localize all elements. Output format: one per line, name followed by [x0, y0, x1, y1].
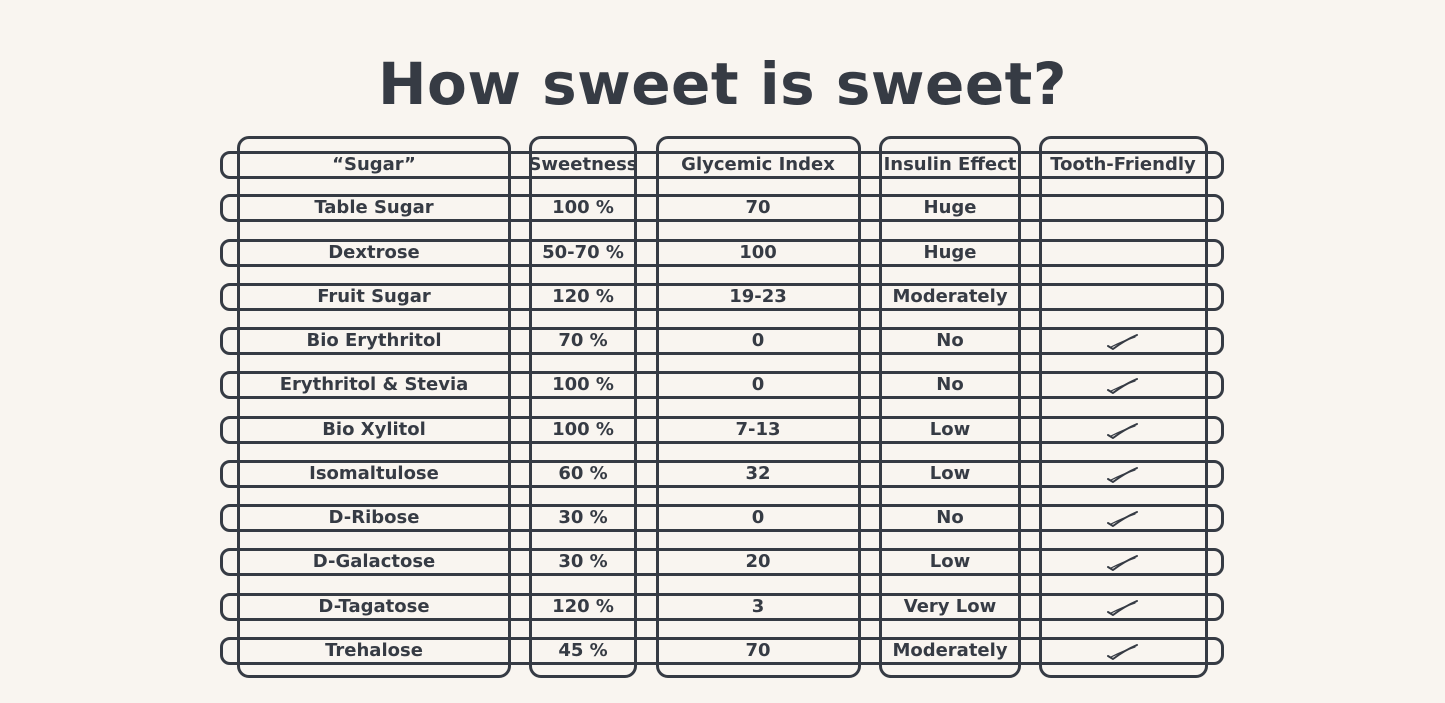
- cell-sugar: Bio Xylitol: [322, 419, 426, 440]
- cell-insulin-effect: Low: [929, 463, 971, 484]
- cell-insulin-effect: Moderately: [892, 640, 1008, 661]
- page-title: How sweet is sweet?: [377, 50, 1068, 118]
- cell-glycemic-index: 70: [745, 640, 771, 661]
- cell-sugar: Isomaltulose: [309, 463, 439, 484]
- cell-insulin-effect: No: [936, 374, 964, 395]
- checkmark-icon: [1105, 641, 1141, 661]
- cell-glycemic-index: 7-13: [735, 419, 781, 440]
- cell-insulin-effect: No: [936, 507, 964, 528]
- cell-sweetness: 120 %: [552, 286, 614, 307]
- checkmark-icon: [1105, 597, 1141, 617]
- header-sweetness: Sweetness: [528, 154, 638, 175]
- cell-sweetness: 100 %: [552, 419, 614, 440]
- cell-sugar: Table Sugar: [314, 197, 434, 218]
- cell-glycemic-index: 32: [745, 463, 771, 484]
- cell-sugar: Bio Erythritol: [306, 330, 442, 351]
- cell-sweetness: 45 %: [558, 640, 608, 661]
- cell-glycemic-index: 0: [751, 374, 765, 395]
- cell-insulin-effect: No: [936, 330, 964, 351]
- cell-insulin-effect: Huge: [923, 242, 977, 263]
- cell-insulin-effect: Low: [929, 419, 971, 440]
- checkmark-icon: [1105, 552, 1141, 572]
- cell-sweetness: 100 %: [552, 374, 614, 395]
- cell-glycemic-index: 19-23: [729, 286, 787, 307]
- cell-sweetness: 60 %: [558, 463, 608, 484]
- checkmark-icon: [1105, 331, 1141, 351]
- cell-glycemic-index: 0: [751, 330, 765, 351]
- cell-sugar: Dextrose: [328, 242, 420, 263]
- checkmark-icon: [1105, 420, 1141, 440]
- cell-sweetness: 50-70 %: [542, 242, 624, 263]
- cell-insulin-effect: Very Low: [903, 596, 997, 617]
- cell-glycemic-index: 3: [751, 596, 765, 617]
- cell-sugar: D-Galactose: [312, 551, 436, 572]
- cell-sugar: Fruit Sugar: [317, 286, 431, 307]
- cell-sweetness: 70 %: [558, 330, 608, 351]
- checkmark-icon: [1105, 464, 1141, 484]
- cell-sweetness: 30 %: [558, 507, 608, 528]
- cell-sugar: D-Tagatose: [318, 596, 430, 617]
- header-tooth-friendly: Tooth-Friendly: [1050, 154, 1196, 175]
- cell-sweetness: 120 %: [552, 596, 614, 617]
- checkmark-icon: [1105, 375, 1141, 395]
- header-glycemic-index: Glycemic Index: [681, 154, 835, 175]
- header-sugar: “Sugar”: [332, 154, 416, 175]
- header-insulin-effect: Insulin Effect: [883, 154, 1017, 175]
- cell-insulin-effect: Low: [929, 551, 971, 572]
- cell-glycemic-index: 20: [745, 551, 771, 572]
- cell-glycemic-index: 100: [739, 242, 777, 263]
- cell-glycemic-index: 70: [745, 197, 771, 218]
- cell-glycemic-index: 0: [751, 507, 765, 528]
- cell-sugar: Trehalose: [325, 640, 423, 661]
- checkmark-icon: [1105, 508, 1141, 528]
- cell-sugar: D-Ribose: [328, 507, 420, 528]
- cell-insulin-effect: Moderately: [892, 286, 1008, 307]
- cell-sugar: Erythritol & Stevia: [279, 374, 469, 395]
- cell-sweetness: 100 %: [552, 197, 614, 218]
- cell-sweetness: 30 %: [558, 551, 608, 572]
- cell-insulin-effect: Huge: [923, 197, 977, 218]
